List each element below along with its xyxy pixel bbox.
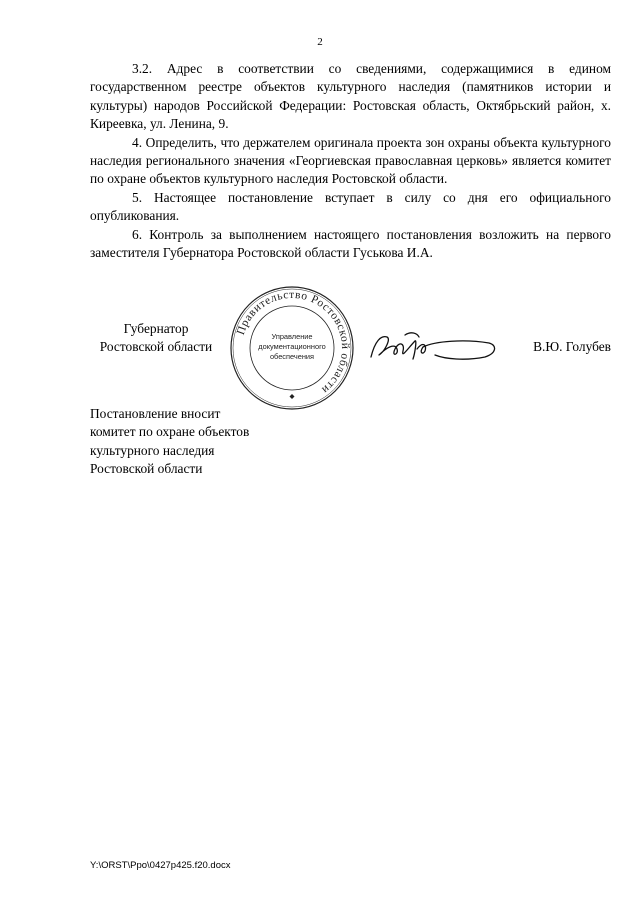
- official-seal: [229, 285, 355, 411]
- paragraph-5: 5. Настоящее постановление вступает в силу со дня его официального опубликования.: [90, 189, 611, 224]
- submitted-by-line2: комитет по охране объектов: [90, 424, 250, 440]
- seal-inner-line3: обеспечения: [269, 352, 315, 361]
- seal-outer-text: Правительство Ростовской области: [234, 288, 352, 396]
- signer-title-line1: Губернатор: [123, 321, 189, 336]
- signer-title-line2: Ростовской области: [99, 339, 213, 355]
- seal-star-mark: [290, 394, 295, 399]
- file-path-footer: Y:\ORST\Ppo\0427p425.f20.docx: [90, 860, 231, 871]
- seal-inner-line2: документационного: [258, 342, 326, 351]
- handwritten-signature: [365, 327, 500, 367]
- paragraph-4: 4. Определить, что держателем оригинала проекта зон охраны объекта культурного наследия регионального значения «Георгиевская православная церковь» является комитет по охране объектов культурного наследия Ростовской области.: [90, 134, 611, 187]
- paragraph-3-2: 3.2. Адрес в соответствии со сведениями, содержащимися в едином государственном реестре объектов культурного наследия (памятников истории и культуры) народов Российской Федерации: Ростовская область, Октябрьский район, х. Киреевка, ул. Ленина, 9.: [90, 61, 611, 132]
- submitted-by-line4: Ростовской области: [90, 461, 203, 477]
- signer-title: [90, 320, 222, 357]
- signature-block: [90, 285, 611, 405]
- seal-inner-line1: Управление: [271, 332, 313, 341]
- paragraph-6: 6. Контроль за выполнением настоящего постановления возложить на первого заместителя Губернатора Ростовской области Гуськова И.А.: [90, 226, 611, 261]
- submitted-by-note: [90, 405, 350, 479]
- submitted-by-line1: Постановление вносит: [90, 406, 221, 421]
- page-number: 2: [317, 36, 323, 48]
- document-body: [90, 60, 611, 262]
- submitted-by-line3: культурного наследия: [90, 442, 215, 458]
- signer-name: В.Ю. Голубев: [533, 339, 611, 354]
